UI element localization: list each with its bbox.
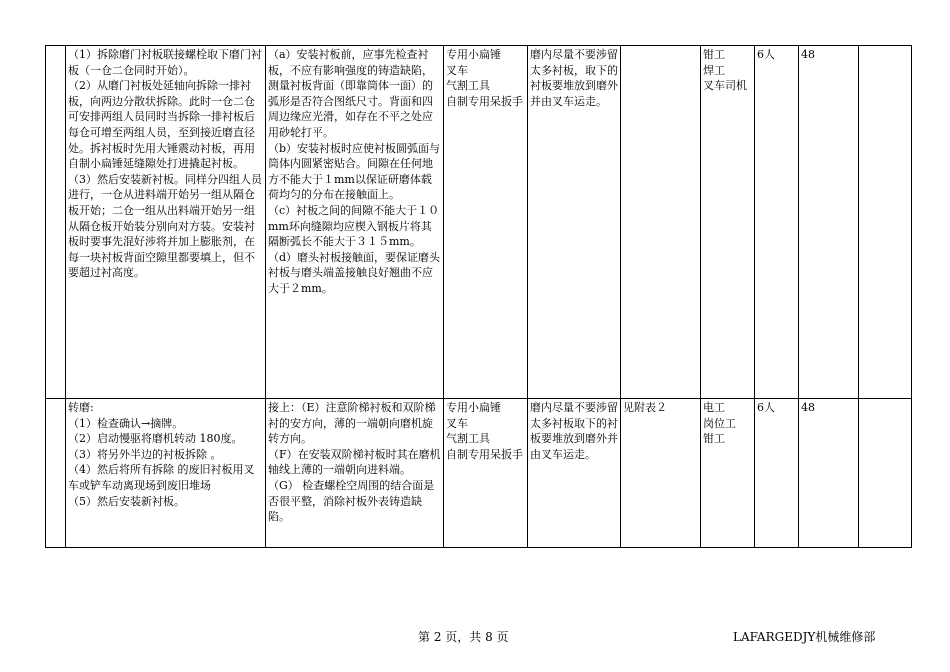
cell-line: （5）然后安装新衬板。	[68, 494, 185, 508]
cell-line: （4）然后将所有拆除 的废旧衬板用叉车或铲车动离现场到废旧堆场	[68, 463, 255, 492]
cell-line: 接上：（E）注意阶梯衬板和双阶梯衬的安方向，薄的一端朝向磨机旋转方向。	[268, 401, 436, 446]
tools-cell	[444, 399, 528, 548]
cell-line: （a）安装衬板前，应事先检查衬板，不应有影响强度的铸造缺陷，测量衬板背面（即靠筒体一面）的弧形是否符合图纸尺寸。背面和四周边缘应光滑，如存在不平之处应用砂轮打平。	[268, 48, 433, 139]
cell-line: 叉车	[446, 63, 468, 77]
cell-line: 6人	[757, 401, 775, 414]
tools-cell	[444, 46, 528, 399]
cell-line: 电工	[703, 401, 725, 414]
cell-line: （2）从磨门衬板处延轴向拆除一排衬板，向两边分散状拆除。此时一仓二仓可安排两组人员同时当拆除一排衬板后每仓可增至两组人员，至到接近磨直径处。拆衬板时先用大锤震动衬板，再用自制小扁锤延缝隙处打进撬起衬板。	[68, 79, 255, 171]
cell-line: 自制专用呆扳手	[446, 94, 523, 108]
headcount-cell	[755, 399, 799, 548]
hours-cell	[799, 46, 859, 399]
cell-line: 磨内尽量不要涉留太多衬板，取下的衬板要堆放到磨外并由叉车运走。	[530, 48, 618, 108]
trade-cell	[701, 46, 755, 399]
index-cell	[46, 399, 66, 548]
cell-line: （d）磨头衬板接触面，要保证磨头衬板与磨头端盖接触良好翘曲不应大于２mm。	[268, 250, 441, 295]
cell-line: （1）检查确认→摘牌。	[68, 416, 184, 430]
cell-line: （c）衬板之间的间隙不能大于１０mm环向缝隙均应楔入钢板片将其隔断弧长不能大于３１５mm。	[268, 203, 440, 249]
cell-line: 见附表２	[623, 401, 667, 414]
cell-line: （1）拆除磨门衬板联接螺栓取下磨门衬板（一仓二仓同时开始）。	[68, 48, 262, 77]
cell-line: 48	[801, 48, 815, 61]
page-number: 第 2 页，共 8 页	[418, 630, 509, 644]
safety-notes-cell	[528, 46, 621, 399]
technical-requirements-cell	[266, 46, 444, 399]
table-row	[46, 46, 912, 399]
cell-line: 自制专用呆扳手	[446, 447, 523, 461]
remarks-cell	[859, 399, 912, 548]
cell-line: 48	[801, 401, 815, 414]
headcount-cell	[755, 46, 799, 399]
cell-line: （3）然后安装新衬板。同样分四组人员进行，一仓从进料端开始另一组从隔仓板开始；二仓一组从出料端开始另一组从隔仓板开始装分别向对方装。安装衬板时要事先混好涉将并加上膨胀剂，在每一块衬板背面空隙里都要填上，但不要超过衬高度。	[68, 172, 262, 280]
cell-line: 气割工具	[446, 79, 490, 93]
cell-line: 转磨:	[68, 401, 94, 414]
cell-line: 气割工具	[446, 432, 490, 446]
cell-line: 叉车	[446, 416, 468, 430]
cell-line: 岗位工	[703, 416, 736, 430]
cell-line: （F）在安装双阶梯衬板时其在磨机轴线上薄的一端朝向进料端。	[268, 447, 441, 477]
cell-line: 专用小扁锤	[446, 48, 501, 61]
cell-line: 钳工	[703, 48, 725, 61]
attachment-cell	[621, 399, 701, 548]
cell-line: （G） 检查螺栓空周围的结合面是否很平整，消除衬板外表铸造缺陷。	[268, 478, 435, 524]
attachment-cell	[621, 46, 701, 399]
cell-line: 钳工	[703, 432, 725, 446]
trade-cell	[701, 399, 755, 548]
table-row	[46, 399, 912, 548]
technical-requirements-cell	[266, 399, 444, 548]
procedure-table	[45, 45, 912, 548]
cell-line: 专用小扁锤	[446, 401, 501, 414]
work-steps-cell	[66, 399, 266, 548]
cell-line: 6人	[757, 48, 775, 61]
department-name: LAFARGEDJY机械维修部	[733, 630, 876, 644]
cell-line: （3）将另外半边的衬板拆除 。	[68, 447, 222, 461]
cell-line: 磨内尽量不要涉留太多衬板取下的衬板要堆放到磨外并由叉车运走。	[530, 401, 618, 461]
index-cell	[46, 46, 66, 399]
cell-line: （2）启动慢驱将磨机转动 180度。	[68, 432, 243, 446]
cell-line: 焊工	[703, 63, 725, 77]
hours-cell	[799, 399, 859, 548]
work-steps-cell	[66, 46, 266, 399]
remarks-cell	[859, 46, 912, 399]
cell-line: 叉车司机	[703, 79, 747, 93]
cell-line: （b）安装衬板时应使衬板圆弧面与筒体内圆紧密贴合。间隙在任何地方不能大于１mm以保证研磨体载荷均匀的分布在接触面上。	[268, 141, 441, 202]
safety-notes-cell	[528, 399, 621, 548]
